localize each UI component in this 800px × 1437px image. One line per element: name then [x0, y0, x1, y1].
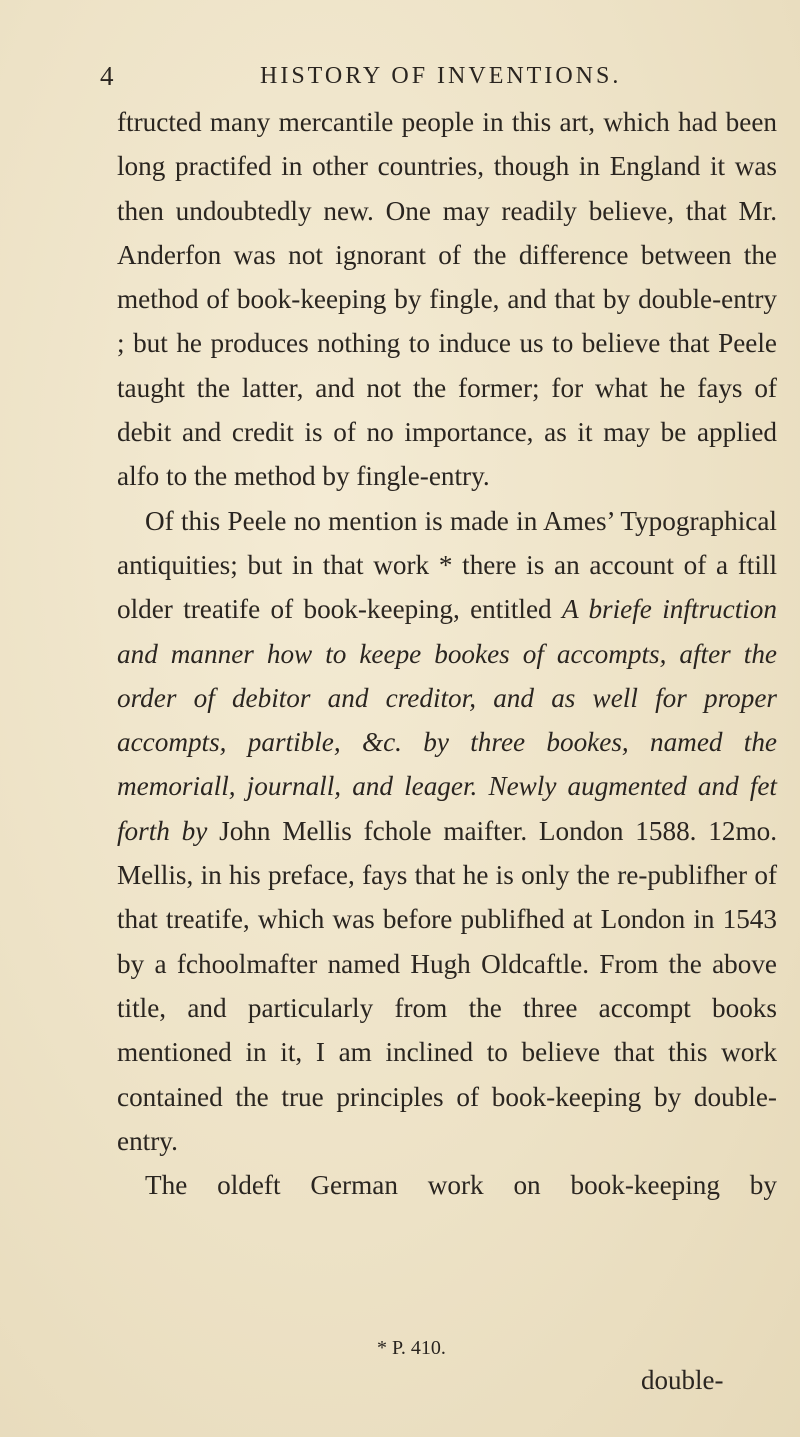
running-head — [100, 58, 760, 98]
paragraph-1: ftructed many mercantile people in this art, which had been long practifed in other countries, though in England it was then undoubtedly new. One may readily believe, that Mr. Anderfon was not ignorant of the difference between the method of book-keeping by fingle, and that by double-entry ; but he produces nothing to induce us to believe that Peele taught the latter, and not the former; for what he fays of debit and credit is of no importance, as it may be applied alfo to the method by fingle-entry. — [117, 107, 777, 492]
paragraph-2-rest: John Mellis fchole maifter. London 1588. 12mo. Mellis, in his preface, fays that he is only the re-publifher of that treatife, which was before publifhed at London in 1543 by a fchoolmafter named Hugh Oldcaftle. From the above title, and particularly from the three accompt books mentioned in it, I am inclined to believe that this work contained the true principles of book-keeping by double-entry. — [117, 815, 777, 1156]
paragraph-3: The oldeft German work on book-keeping by — [145, 1170, 777, 1201]
footnote: * P. 410. — [377, 1337, 446, 1359]
page-number: 4 — [100, 61, 114, 91]
paragraph-2-intro: Of this Peele no mention is made in Ames’ Typographical antiquities; but in that work * there is an account of a ftill older treatife of book-keeping, entitled — [117, 505, 777, 625]
catchword: double- — [641, 1365, 724, 1395]
running-title: HISTORY OF INVENTIONS. — [260, 63, 622, 89]
book-title-italic: A briefe inftruction and manner how to keepe bookes of accompts, after the order of debitor and creditor, and as well for proper accompts, partible, &c. by three bookes, named the memoriall, journall, and leager. Newly augmented and fet forth by — [117, 594, 777, 846]
paragraph-2 — [117, 499, 777, 1163]
body-text — [117, 100, 777, 1207]
